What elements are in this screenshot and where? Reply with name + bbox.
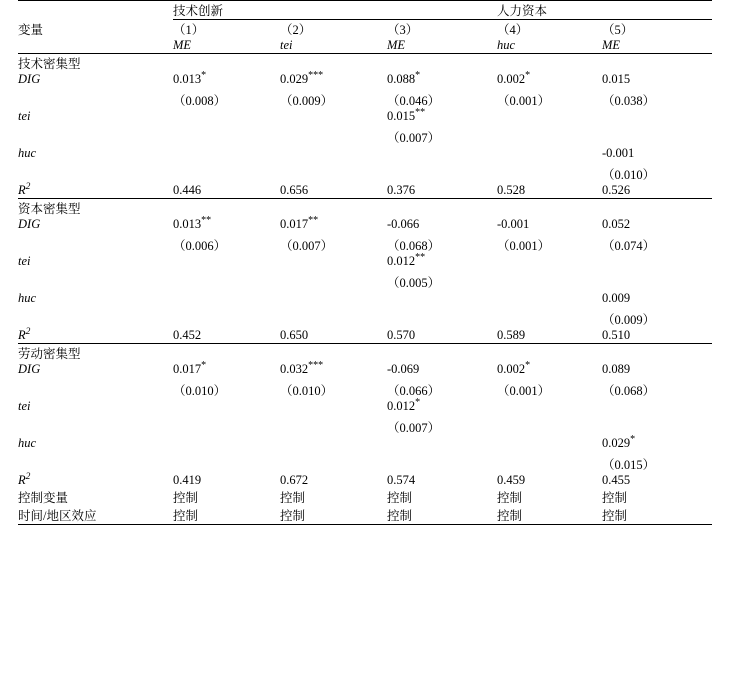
table-cell: 0.455 bbox=[602, 473, 631, 487]
table-row bbox=[18, 109, 712, 124]
column-number-3: （3） bbox=[387, 23, 419, 37]
table-cell bbox=[280, 269, 387, 291]
table-cell: 0.052 bbox=[602, 217, 631, 231]
table-body bbox=[18, 1, 712, 525]
table-cell bbox=[280, 306, 387, 328]
table-cell: 0.459 bbox=[497, 473, 526, 487]
table-cell: （0.005） bbox=[387, 276, 441, 290]
panel-title-filler bbox=[173, 54, 280, 73]
row-label: $R^2$ bbox=[18, 471, 31, 487]
table-cell bbox=[387, 291, 497, 306]
table-cell bbox=[497, 399, 602, 414]
footer-row bbox=[18, 488, 712, 506]
table-row bbox=[18, 232, 712, 254]
table-cell: 0.015 bbox=[602, 72, 631, 86]
table-cell: （0.074） bbox=[602, 239, 656, 253]
table-row bbox=[18, 436, 712, 451]
table-row bbox=[18, 254, 712, 269]
panel-title-filler bbox=[387, 199, 497, 218]
table-cell bbox=[497, 254, 602, 269]
panel-title-filler bbox=[497, 54, 602, 73]
table-cell bbox=[497, 451, 602, 473]
row-label bbox=[18, 232, 173, 254]
table-cell: 控制 bbox=[387, 491, 413, 505]
table-cell: （0.038） bbox=[602, 94, 656, 108]
group-header-row bbox=[18, 1, 712, 20]
table-cell: 0.002* bbox=[497, 359, 531, 376]
significance-stars: ** bbox=[201, 214, 212, 226]
table-cell: 0.012** bbox=[387, 251, 426, 268]
table-cell: 0.570 bbox=[387, 328, 416, 342]
panel-title: 资本密集型 bbox=[18, 199, 173, 218]
table-cell bbox=[497, 306, 602, 328]
row-label bbox=[18, 306, 173, 328]
table-row bbox=[18, 269, 712, 291]
significance-stars: * bbox=[415, 69, 421, 81]
column-number-1: （1） bbox=[173, 23, 205, 37]
table-cell bbox=[173, 436, 280, 451]
table-cell: （0.001） bbox=[497, 384, 551, 398]
significance-stars: * bbox=[525, 359, 531, 371]
table-cell bbox=[280, 109, 387, 124]
footer-row-label: 时间/地区效应 bbox=[18, 506, 173, 525]
table-cell: -0.066 bbox=[387, 217, 420, 231]
significance-stars: ** bbox=[308, 214, 319, 226]
significance-stars: *** bbox=[308, 69, 324, 81]
table-row bbox=[18, 87, 712, 109]
row-label: DIG bbox=[18, 72, 41, 86]
table-cell: 0.002* bbox=[497, 69, 531, 86]
table-row bbox=[18, 72, 712, 87]
column-number-5: （5） bbox=[602, 23, 634, 37]
table-cell: （0.008） bbox=[173, 94, 227, 108]
table-cell bbox=[173, 291, 280, 306]
column-number-2: （2） bbox=[280, 23, 312, 37]
significance-stars: ** bbox=[415, 106, 426, 118]
table-cell bbox=[602, 124, 712, 146]
table-cell: （0.006） bbox=[173, 239, 227, 253]
table-cell bbox=[602, 399, 712, 414]
significance-stars: * bbox=[415, 396, 421, 408]
column-name-blank bbox=[18, 38, 173, 54]
table-cell: （0.066） bbox=[387, 384, 441, 398]
variable-column-header: 变量 bbox=[18, 22, 44, 37]
table-cell: 控制 bbox=[602, 506, 712, 525]
table-cell bbox=[497, 161, 602, 183]
table-cell: 0.015** bbox=[387, 106, 426, 123]
table-cell: 0.013* bbox=[173, 69, 207, 86]
table-cell: （0.007） bbox=[280, 239, 334, 253]
row-label: tei bbox=[18, 254, 31, 268]
table-cell: 控制 bbox=[173, 491, 199, 505]
superscript-two: 2 bbox=[25, 471, 31, 482]
table-cell: -0.001 bbox=[602, 146, 635, 160]
panel-title-filler bbox=[173, 344, 280, 363]
table-cell: 控制 bbox=[602, 491, 628, 505]
row-label: huc bbox=[18, 291, 37, 305]
table-cell bbox=[497, 291, 602, 306]
row-label: huc bbox=[18, 146, 37, 160]
table-cell bbox=[497, 146, 602, 161]
panel-title-filler bbox=[602, 199, 712, 218]
table-cell bbox=[387, 146, 497, 161]
table-cell: 0.526 bbox=[602, 183, 631, 197]
table-cell: （0.010） bbox=[173, 384, 227, 398]
column-name-3: ME bbox=[387, 38, 406, 52]
footer-row bbox=[18, 506, 712, 525]
table-row bbox=[18, 161, 712, 183]
panel-title-filler bbox=[280, 344, 387, 363]
panel-title: 劳动密集型 bbox=[18, 344, 173, 363]
table-cell bbox=[497, 269, 602, 291]
table-row bbox=[18, 124, 712, 146]
table-cell bbox=[602, 414, 712, 436]
row-label: tei bbox=[18, 109, 31, 123]
row-label bbox=[18, 87, 173, 109]
table-cell: 控制 bbox=[280, 506, 387, 525]
table-cell: （0.001） bbox=[497, 239, 551, 253]
table-row bbox=[18, 291, 712, 306]
column-number-row bbox=[18, 20, 712, 39]
table-cell bbox=[280, 436, 387, 451]
results-table bbox=[18, 0, 712, 525]
table-cell bbox=[173, 109, 280, 124]
table-cell: 0.376 bbox=[387, 183, 416, 197]
table-cell: （0.010） bbox=[602, 168, 656, 182]
table-cell: 0.446 bbox=[173, 183, 202, 197]
table-cell bbox=[280, 161, 387, 183]
group-header-innovation: 技术创新 bbox=[173, 1, 497, 20]
table-cell bbox=[280, 451, 387, 473]
table-cell: 控制 bbox=[280, 491, 306, 505]
row-label: tei bbox=[18, 399, 31, 413]
table-cell: 控制 bbox=[497, 506, 602, 525]
table-cell: （0.009） bbox=[280, 94, 334, 108]
table-cell bbox=[387, 161, 497, 183]
panel-title-row bbox=[18, 344, 712, 363]
panel-title-filler bbox=[497, 199, 602, 218]
table-cell: 控制 bbox=[173, 506, 280, 525]
table-cell: 0.650 bbox=[280, 328, 309, 342]
table-cell bbox=[173, 269, 280, 291]
panel-title-filler bbox=[173, 199, 280, 218]
table-cell: （0.010） bbox=[280, 384, 334, 398]
row-label bbox=[18, 451, 173, 473]
table-cell bbox=[280, 399, 387, 414]
table-cell bbox=[497, 414, 602, 436]
table-cell bbox=[387, 306, 497, 328]
table-cell: 0.419 bbox=[173, 473, 202, 487]
table-cell: 0.013** bbox=[173, 214, 212, 231]
table-cell bbox=[173, 124, 280, 146]
row-label bbox=[18, 414, 173, 436]
table-cell: -0.001 bbox=[497, 217, 530, 231]
table-row bbox=[18, 183, 712, 199]
column-name-row bbox=[18, 38, 712, 54]
table-row bbox=[18, 362, 712, 377]
table-cell bbox=[173, 146, 280, 161]
table-cell: 0.009 bbox=[602, 291, 631, 305]
table-row bbox=[18, 399, 712, 414]
significance-stars: ** bbox=[415, 251, 426, 263]
table-cell bbox=[173, 306, 280, 328]
table-cell: 0.452 bbox=[173, 328, 202, 342]
panel-title-filler bbox=[280, 199, 387, 218]
table-cell: 0.012* bbox=[387, 396, 421, 413]
column-name-1: ME bbox=[173, 38, 192, 52]
column-name-2: tei bbox=[280, 38, 293, 52]
table-row bbox=[18, 328, 712, 344]
table-cell: -0.069 bbox=[387, 362, 420, 376]
table-cell bbox=[602, 109, 712, 124]
table-cell bbox=[387, 436, 497, 451]
table-cell: （0.046） bbox=[387, 94, 441, 108]
table-cell bbox=[173, 161, 280, 183]
table-cell: （0.007） bbox=[387, 131, 441, 145]
panel-title-filler bbox=[387, 344, 497, 363]
table-cell: 0.017* bbox=[173, 359, 207, 376]
table-cell: 0.510 bbox=[602, 328, 631, 342]
panel-title-filler bbox=[280, 54, 387, 73]
table-cell: 0.088* bbox=[387, 69, 421, 86]
table-row bbox=[18, 473, 712, 488]
panel-title: 技术密集型 bbox=[18, 54, 173, 73]
table-cell: 0.032*** bbox=[280, 359, 324, 376]
table-row bbox=[18, 306, 712, 328]
table-cell: 0.656 bbox=[280, 183, 309, 197]
table-cell bbox=[497, 109, 602, 124]
panel-title-row bbox=[18, 54, 712, 73]
table-cell bbox=[497, 436, 602, 451]
row-label: huc bbox=[18, 436, 37, 450]
significance-stars: * bbox=[525, 69, 531, 81]
table-cell bbox=[280, 124, 387, 146]
table-row bbox=[18, 451, 712, 473]
table-cell: （0.001） bbox=[497, 94, 551, 108]
column-name-4: huc bbox=[497, 38, 516, 52]
significance-stars: * bbox=[630, 433, 636, 445]
table-cell bbox=[387, 451, 497, 473]
table-cell bbox=[602, 269, 712, 291]
panel-title-filler bbox=[602, 54, 712, 73]
panel-title-filler bbox=[387, 54, 497, 73]
table-cell: 0.574 bbox=[387, 473, 416, 487]
row-label bbox=[18, 161, 173, 183]
table-cell: （0.068） bbox=[602, 384, 656, 398]
table-cell bbox=[280, 146, 387, 161]
table-row bbox=[18, 217, 712, 232]
table-cell bbox=[497, 124, 602, 146]
table-cell: 0.029*** bbox=[280, 69, 324, 86]
table-cell: 0.089 bbox=[602, 362, 631, 376]
table-cell bbox=[280, 254, 387, 269]
panel-title-filler bbox=[497, 344, 602, 363]
table-cell bbox=[280, 414, 387, 436]
group-header-humancapital: 人力资本 bbox=[497, 1, 712, 20]
row-label: DIG bbox=[18, 362, 41, 376]
row-label: $R^2$ bbox=[18, 181, 31, 197]
table-cell bbox=[173, 451, 280, 473]
table-row bbox=[18, 146, 712, 161]
panel-title-row bbox=[18, 199, 712, 218]
table-row bbox=[18, 377, 712, 399]
row-label: $R^2$ bbox=[18, 326, 31, 342]
table-cell bbox=[280, 291, 387, 306]
panel-title-filler bbox=[602, 344, 712, 363]
table-row bbox=[18, 414, 712, 436]
table-cell: （0.068） bbox=[387, 239, 441, 253]
superscript-two: 2 bbox=[25, 181, 31, 192]
significance-stars: * bbox=[201, 359, 207, 371]
table-cell bbox=[173, 399, 280, 414]
group-header-blank bbox=[18, 1, 173, 20]
row-label bbox=[18, 124, 173, 146]
table-cell: 0.528 bbox=[497, 183, 526, 197]
table-cell: （0.009） bbox=[602, 313, 656, 327]
significance-stars: *** bbox=[308, 359, 324, 371]
table-cell: （0.007） bbox=[387, 421, 441, 435]
superscript-two: 2 bbox=[25, 326, 31, 337]
footer-row-label: 控制变量 bbox=[18, 491, 69, 505]
table-cell: 控制 bbox=[387, 506, 497, 525]
table-cell: 0.672 bbox=[280, 473, 309, 487]
column-number-4: （4） bbox=[497, 23, 529, 37]
table-cell: （0.015） bbox=[602, 458, 656, 472]
table-cell bbox=[602, 254, 712, 269]
column-name-5: ME bbox=[602, 38, 621, 52]
row-label: DIG bbox=[18, 217, 41, 231]
row-label bbox=[18, 269, 173, 291]
row-label bbox=[18, 377, 173, 399]
table-cell: 0.017** bbox=[280, 214, 319, 231]
table-cell bbox=[173, 254, 280, 269]
significance-stars: * bbox=[201, 69, 207, 81]
table-cell: 0.589 bbox=[497, 328, 526, 342]
table-cell: 0.029* bbox=[602, 433, 636, 450]
table-cell bbox=[173, 414, 280, 436]
table-cell: 控制 bbox=[497, 491, 523, 505]
